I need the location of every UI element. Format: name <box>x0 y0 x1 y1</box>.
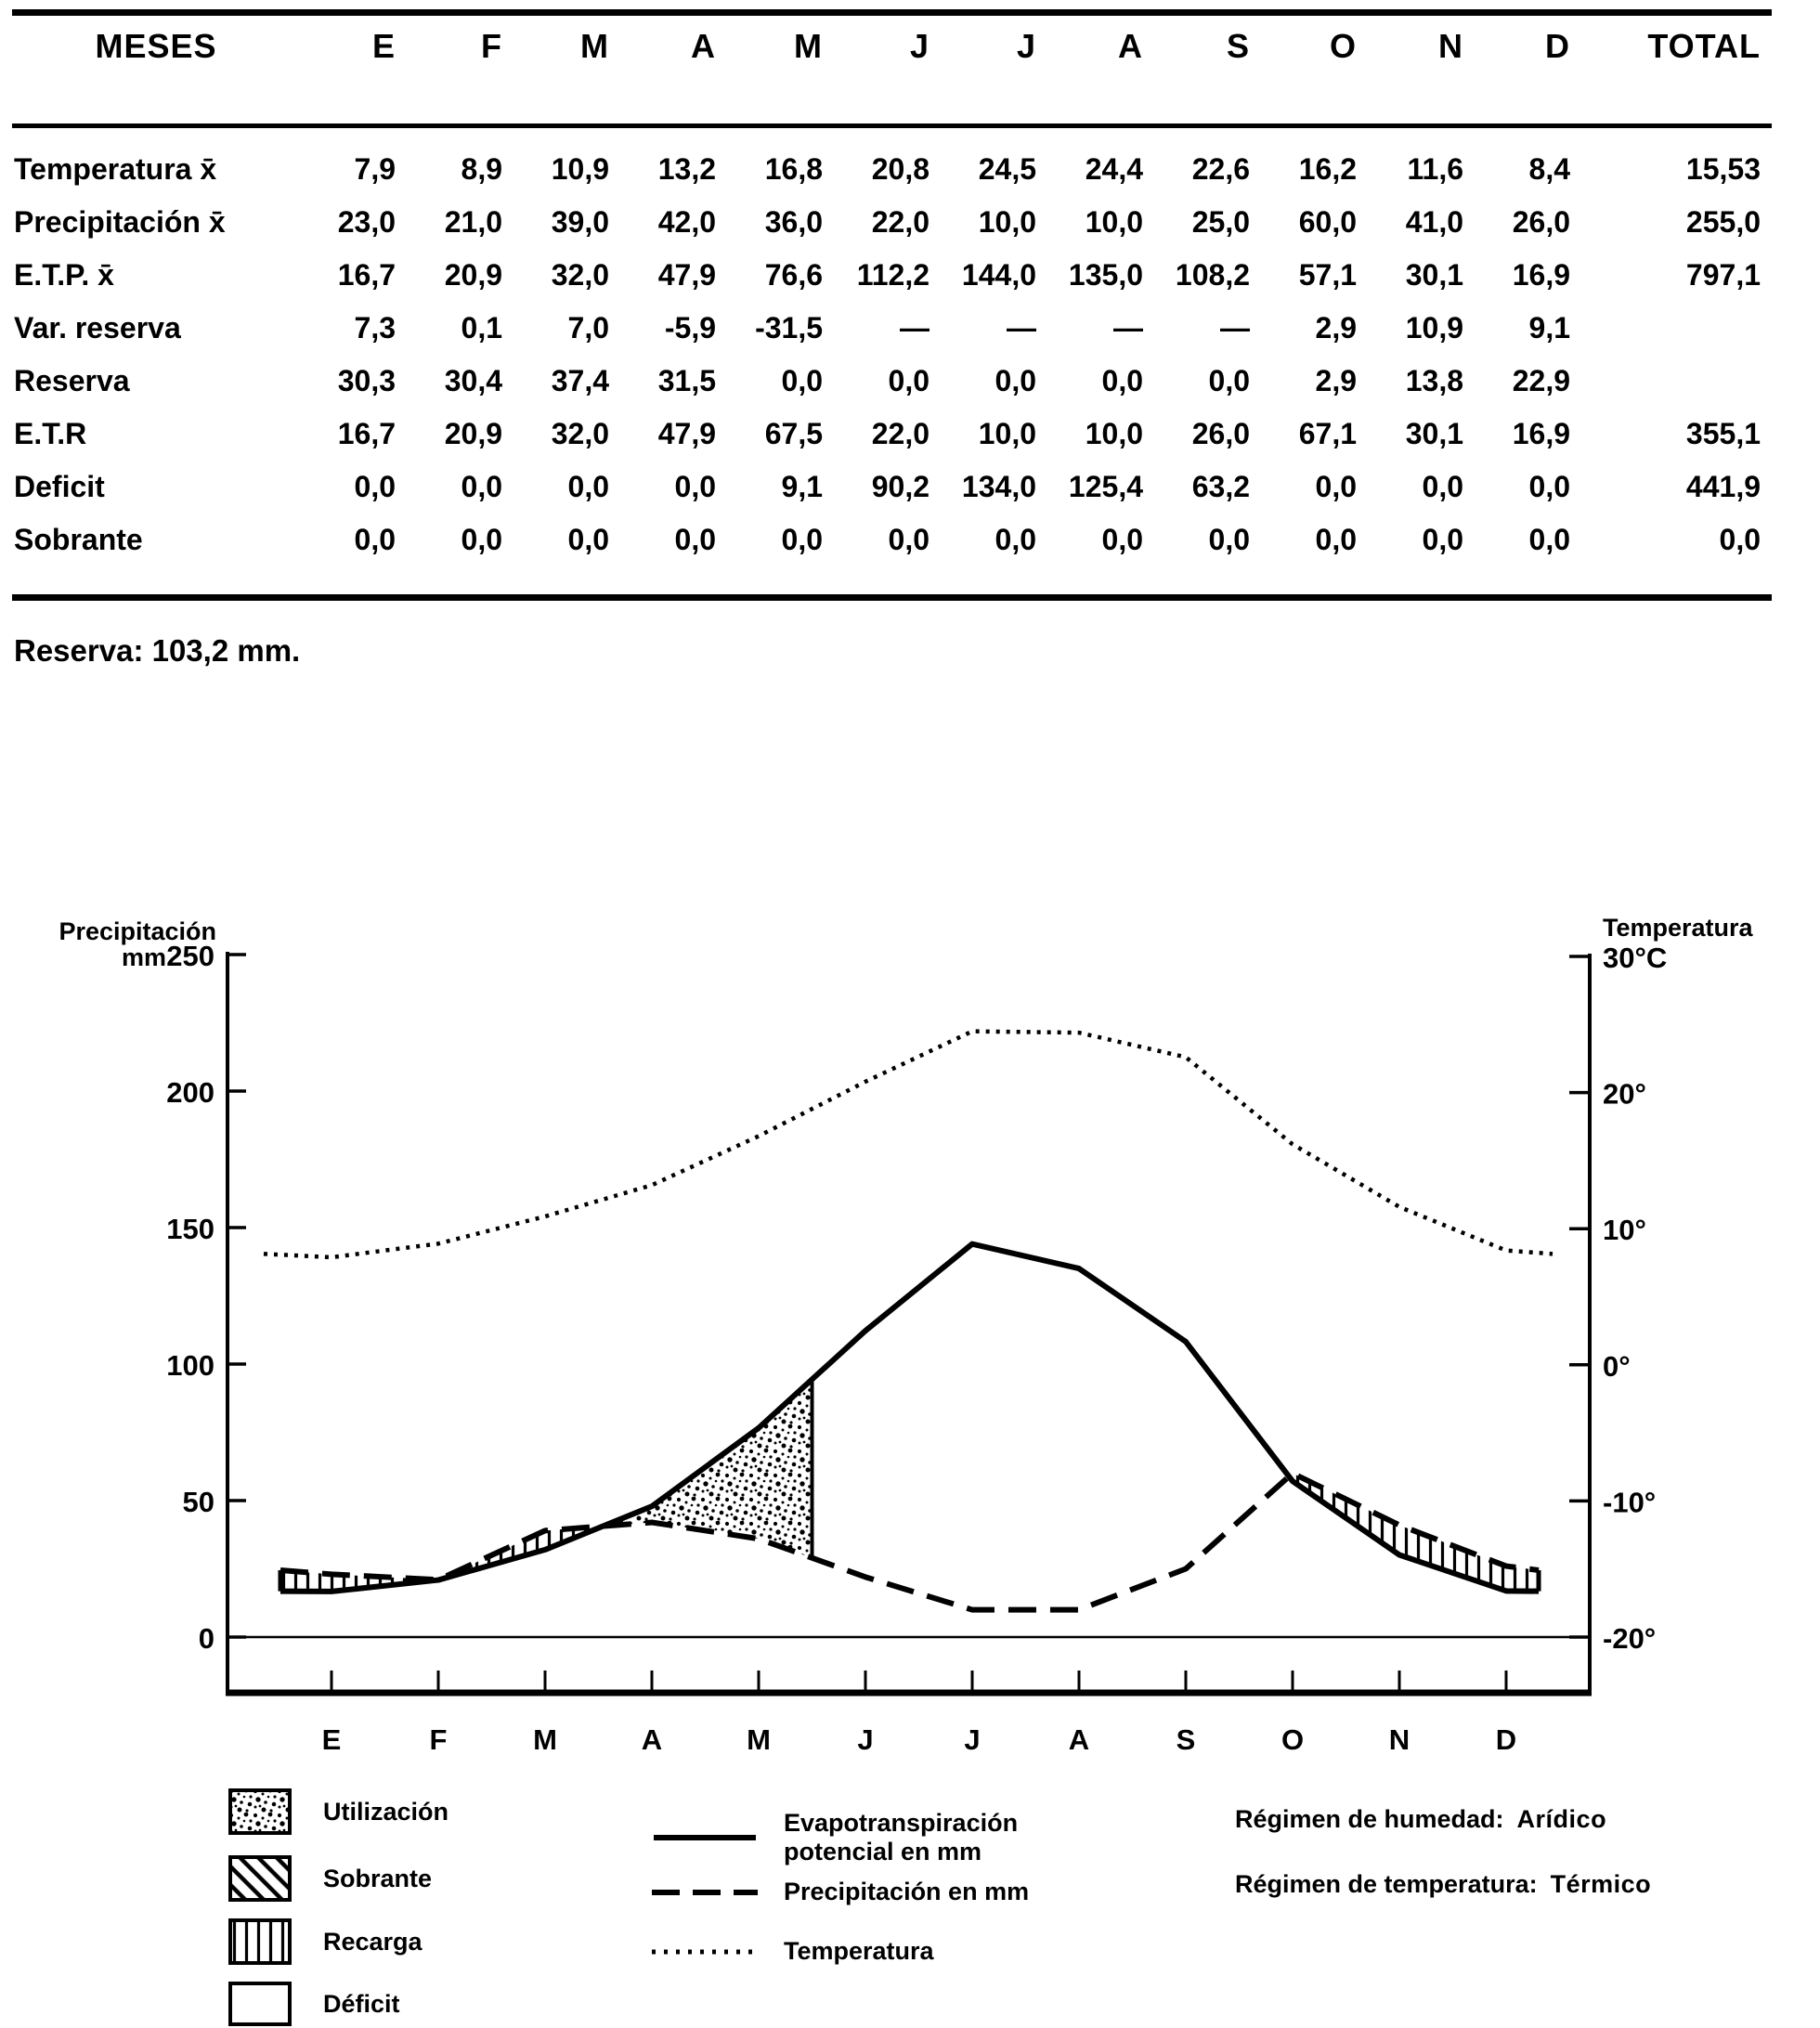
table-cell: 441,9 <box>1685 470 1761 503</box>
table-cell: 24,4 <box>1085 152 1143 186</box>
table-cell: 67,1 <box>1298 417 1357 450</box>
legend-etp-label-line1: Evapotranspiración <box>784 1809 1019 1837</box>
table-cell: 0,0 <box>1101 364 1143 397</box>
right-tick-label: 10° <box>1603 1214 1646 1247</box>
legend-recarga <box>228 1918 422 1965</box>
table-row <box>12 249 1772 302</box>
legend-sobrante <box>228 1855 432 1902</box>
table-cell: 355,1 <box>1685 417 1761 450</box>
table-cell: 31,5 <box>657 364 716 397</box>
table-cell: — <box>1220 311 1250 344</box>
left-tick-label: 250 <box>166 940 214 972</box>
table-cell: 16,7 <box>337 417 396 450</box>
table-cell: 0,0 <box>461 523 502 556</box>
table-cell: 22,9 <box>1512 364 1570 397</box>
row-label: Precipitación x̄ <box>14 205 226 239</box>
table-cell: 8,4 <box>1528 152 1570 186</box>
table-cell: 7,3 <box>354 311 396 344</box>
table-header-col-5: M <box>794 27 823 65</box>
table-cell: 25,0 <box>1191 205 1250 239</box>
legend-deficit <box>228 1982 400 2026</box>
table-row <box>12 461 1772 514</box>
stipple-swatch-icon <box>228 1788 292 1835</box>
table-cell: 112,2 <box>856 258 930 292</box>
table-row <box>12 143 1772 196</box>
left-axis-unit: mm <box>121 943 166 971</box>
table-cell: 0,0 <box>888 523 930 556</box>
table-cell: 47,9 <box>657 417 716 450</box>
table-cell: 16,8 <box>764 152 823 186</box>
table-cell: 16,7 <box>337 258 396 292</box>
vertical-swatch-icon <box>228 1918 292 1965</box>
table-header-col-4: A <box>691 27 716 65</box>
table-cell: 30,4 <box>444 364 502 397</box>
left-tick-label: 0 <box>198 1622 214 1655</box>
right-tick-label: 30°C <box>1603 942 1668 974</box>
table-cell: 10,0 <box>978 205 1036 239</box>
table-cell: 16,9 <box>1512 417 1570 450</box>
table-cell: 8,9 <box>461 152 502 186</box>
table-cell: 10,9 <box>551 152 609 186</box>
solid-line-icon <box>650 1832 760 1843</box>
table-cell: 13,2 <box>657 152 716 186</box>
table-cell: 0,0 <box>1101 523 1143 556</box>
right-tick-label: 0° <box>1603 1349 1631 1383</box>
month-label: M <box>533 1723 557 1756</box>
row-label: E.T.P. x̄ <box>14 258 114 292</box>
legend-temperature-line <box>650 1937 934 1966</box>
table-body <box>12 128 1772 594</box>
table-cell: 0,0 <box>1315 523 1357 556</box>
table-row <box>12 196 1772 249</box>
table-cell: 0,0 <box>1528 523 1570 556</box>
regime-temperature-value: Térmico <box>1550 1870 1652 1898</box>
table-cell: 0,0 <box>674 523 716 556</box>
legend-etp-label <box>784 1809 1018 1866</box>
table-cell: 0,0 <box>1719 523 1761 556</box>
table-cell: 20,9 <box>444 417 502 450</box>
regime-temperature <box>1235 1870 1651 1899</box>
legend-precipitation-line <box>650 1878 1029 1906</box>
table-cell: 26,0 <box>1191 417 1250 450</box>
table-cell: 67,5 <box>764 417 823 450</box>
precipitation-curve <box>280 1474 1539 1610</box>
table-header-col-12: D <box>1545 27 1570 65</box>
water-balance-chart <box>0 891 1820 1764</box>
table-cell: 2,9 <box>1315 364 1357 397</box>
table-cell: 0,0 <box>461 470 502 503</box>
table-cell: 0,0 <box>1208 523 1250 556</box>
month-label: J <box>964 1723 981 1756</box>
table-header-col-2: F <box>481 27 502 65</box>
month-label: A <box>1068 1723 1090 1756</box>
table-cell: 20,9 <box>444 258 502 292</box>
table-cell: 0,0 <box>354 523 396 556</box>
left-tick-label: 200 <box>166 1076 214 1109</box>
table-cell: 41,0 <box>1405 205 1463 239</box>
climate-table <box>12 9 1772 601</box>
table-cell: 13,8 <box>1405 364 1463 397</box>
regime-humidity <box>1235 1805 1606 1834</box>
table-cell: 0,0 <box>1528 470 1570 503</box>
legend-etp-line <box>650 1809 1018 1866</box>
table-cell: 0,0 <box>781 523 823 556</box>
table-header-col-11: N <box>1438 27 1463 65</box>
table-header-col-6: J <box>909 27 930 65</box>
right-tick-label: 20° <box>1603 1077 1646 1111</box>
chart-areas <box>280 1379 1539 1591</box>
table-cell: 0,0 <box>674 470 716 503</box>
table-cell: 108,2 <box>1175 258 1250 292</box>
table-bottom-rule <box>12 594 1772 601</box>
table-cell: 16,2 <box>1298 152 1357 186</box>
table-cell: 0,0 <box>1422 523 1463 556</box>
table-header-col-8: A <box>1118 27 1143 65</box>
reserve-note: Reserva: 103,2 mm. <box>14 633 301 668</box>
row-label: Reserva <box>14 364 130 397</box>
dotted-line-icon <box>650 1946 760 1957</box>
table-cell: 30,3 <box>337 364 396 397</box>
dashed-line-icon <box>650 1887 760 1898</box>
table-cell: — <box>1007 311 1036 344</box>
legend-utilizacion <box>228 1788 448 1835</box>
left-tick-label: 100 <box>166 1349 214 1382</box>
table-header-col-1: E <box>371 27 396 65</box>
table-cell: 135,0 <box>1068 258 1143 292</box>
table-cell: 16,9 <box>1512 258 1570 292</box>
right-tick-label: -20° <box>1603 1622 1657 1655</box>
left-axis-title: Precipitación <box>58 917 216 945</box>
row-label: E.T.R <box>14 417 87 450</box>
table-cell: 39,0 <box>551 205 609 239</box>
table-header-col-13: TOTAL <box>1647 27 1761 65</box>
table-cell: 0,0 <box>567 470 609 503</box>
month-label: J <box>857 1723 874 1756</box>
table-cell: 63,2 <box>1191 470 1250 503</box>
table-header-col-3: M <box>580 27 609 65</box>
regime-temperature-label: Régimen de temperatura: <box>1235 1870 1538 1898</box>
empty-swatch-icon <box>228 1982 292 2026</box>
month-label: D <box>1495 1723 1517 1756</box>
table-cell: 26,0 <box>1512 205 1570 239</box>
table-cell: 10,0 <box>1085 417 1143 450</box>
table-row <box>12 514 1772 566</box>
table-cell: 144,0 <box>961 258 1036 292</box>
table-cell: 76,6 <box>764 258 823 292</box>
table-cell: 57,1 <box>1298 258 1357 292</box>
left-tick-label: 50 <box>182 1486 214 1518</box>
diagonal-swatch-icon <box>228 1855 292 1902</box>
left-tick-label: 150 <box>166 1213 214 1245</box>
table-cell: 9,1 <box>781 470 823 503</box>
legend-recarga-label: Recarga <box>323 1927 422 1956</box>
legend-etp-label-line2: potencial en mm <box>784 1838 982 1866</box>
table-cell: 36,0 <box>764 205 823 239</box>
month-label: A <box>641 1723 663 1756</box>
table-cell: 22,6 <box>1191 152 1250 186</box>
table-cell: 0,0 <box>994 523 1036 556</box>
table-cell: 134,0 <box>961 470 1036 503</box>
row-label: Var. reserva <box>14 311 181 344</box>
etp-curve <box>280 1244 1539 1592</box>
table-cell: 11,6 <box>1407 152 1463 186</box>
table-cell: 10,9 <box>1405 311 1463 344</box>
table-cell: 20,8 <box>871 152 930 186</box>
table-cell: 90,2 <box>871 470 930 503</box>
temperature-curve <box>264 1032 1553 1257</box>
table-cell: 0,0 <box>1208 364 1250 397</box>
month-label: N <box>1388 1723 1410 1756</box>
month-label: E <box>321 1723 342 1756</box>
table-row <box>12 302 1772 355</box>
table-cell: 0,1 <box>461 311 502 344</box>
row-label: Sobrante <box>14 523 143 556</box>
regime-humidity-label: Régimen de humedad: <box>1235 1805 1504 1833</box>
chart-labels <box>58 914 1753 1756</box>
table-cell: — <box>900 311 930 344</box>
table-cell: 0,0 <box>354 470 396 503</box>
table-cell: 0,0 <box>781 364 823 397</box>
table-cell: 23,0 <box>337 205 396 239</box>
table-cell: 30,1 <box>1405 258 1463 292</box>
table-header-col-10: O <box>1329 27 1357 65</box>
table-cell: -31,5 <box>755 311 823 344</box>
table-row <box>12 355 1772 408</box>
table-cell: 30,1 <box>1405 417 1463 450</box>
table-cell: 32,0 <box>551 258 609 292</box>
table-cell: 15,53 <box>1685 152 1761 186</box>
table-cell: 24,5 <box>978 152 1036 186</box>
table-header-col-7: J <box>1016 27 1036 65</box>
right-axis-title: Temperatura <box>1603 914 1753 942</box>
table-cell: 47,9 <box>657 258 716 292</box>
month-label: M <box>747 1723 771 1756</box>
table-cell: 255,0 <box>1685 205 1761 239</box>
table-cell: 7,9 <box>354 152 396 186</box>
legend-sobrante-label: Sobrante <box>323 1864 433 1892</box>
table-cell: 0,0 <box>1422 470 1463 503</box>
regime-humidity-value: Arídico <box>1516 1805 1607 1833</box>
month-label: F <box>429 1723 448 1756</box>
month-label: O <box>1280 1723 1305 1756</box>
table-header-row <box>12 16 1772 124</box>
table-cell: 9,1 <box>1528 311 1570 344</box>
table-top-rule <box>12 9 1772 16</box>
table-cell: 797,1 <box>1685 258 1761 292</box>
table-cell: 60,0 <box>1298 205 1357 239</box>
table-header-col-9: S <box>1226 27 1250 65</box>
chart-axes <box>226 952 1592 1696</box>
row-label: Temperatura x̄ <box>14 152 217 186</box>
table-cell: 10,0 <box>1085 205 1143 239</box>
table-cell: 21,0 <box>444 205 502 239</box>
legend-precipitation-label: Precipitación en mm <box>784 1878 1030 1905</box>
table-cell: 37,4 <box>551 364 609 397</box>
table-cell: 2,9 <box>1315 311 1357 344</box>
legend-utilizacion-label: Utilización <box>323 1797 449 1826</box>
table-cell: 32,0 <box>551 417 609 450</box>
table-cell: — <box>1113 311 1143 344</box>
legend-deficit-label: Déficit <box>323 1989 400 2018</box>
table-cell: 0,0 <box>1315 470 1357 503</box>
table-header-meses: MESES <box>95 27 217 65</box>
table-cell: 0,0 <box>567 523 609 556</box>
legend-temperature-label: Temperatura <box>784 1937 934 1965</box>
table-cell: 125,4 <box>1068 470 1143 503</box>
row-label: Deficit <box>14 470 105 503</box>
table-cell: -5,9 <box>664 311 716 344</box>
table-cell: 0,0 <box>888 364 930 397</box>
month-label: S <box>1176 1723 1196 1756</box>
table-cell: 10,0 <box>978 417 1036 450</box>
right-tick-label: -10° <box>1603 1486 1657 1519</box>
table-cell: 22,0 <box>871 205 930 239</box>
table-row <box>12 408 1772 461</box>
table-cell: 0,0 <box>994 364 1036 397</box>
table-cell: 7,0 <box>567 311 609 344</box>
table-cell: 42,0 <box>657 205 716 239</box>
table-cell: 22,0 <box>871 417 930 450</box>
